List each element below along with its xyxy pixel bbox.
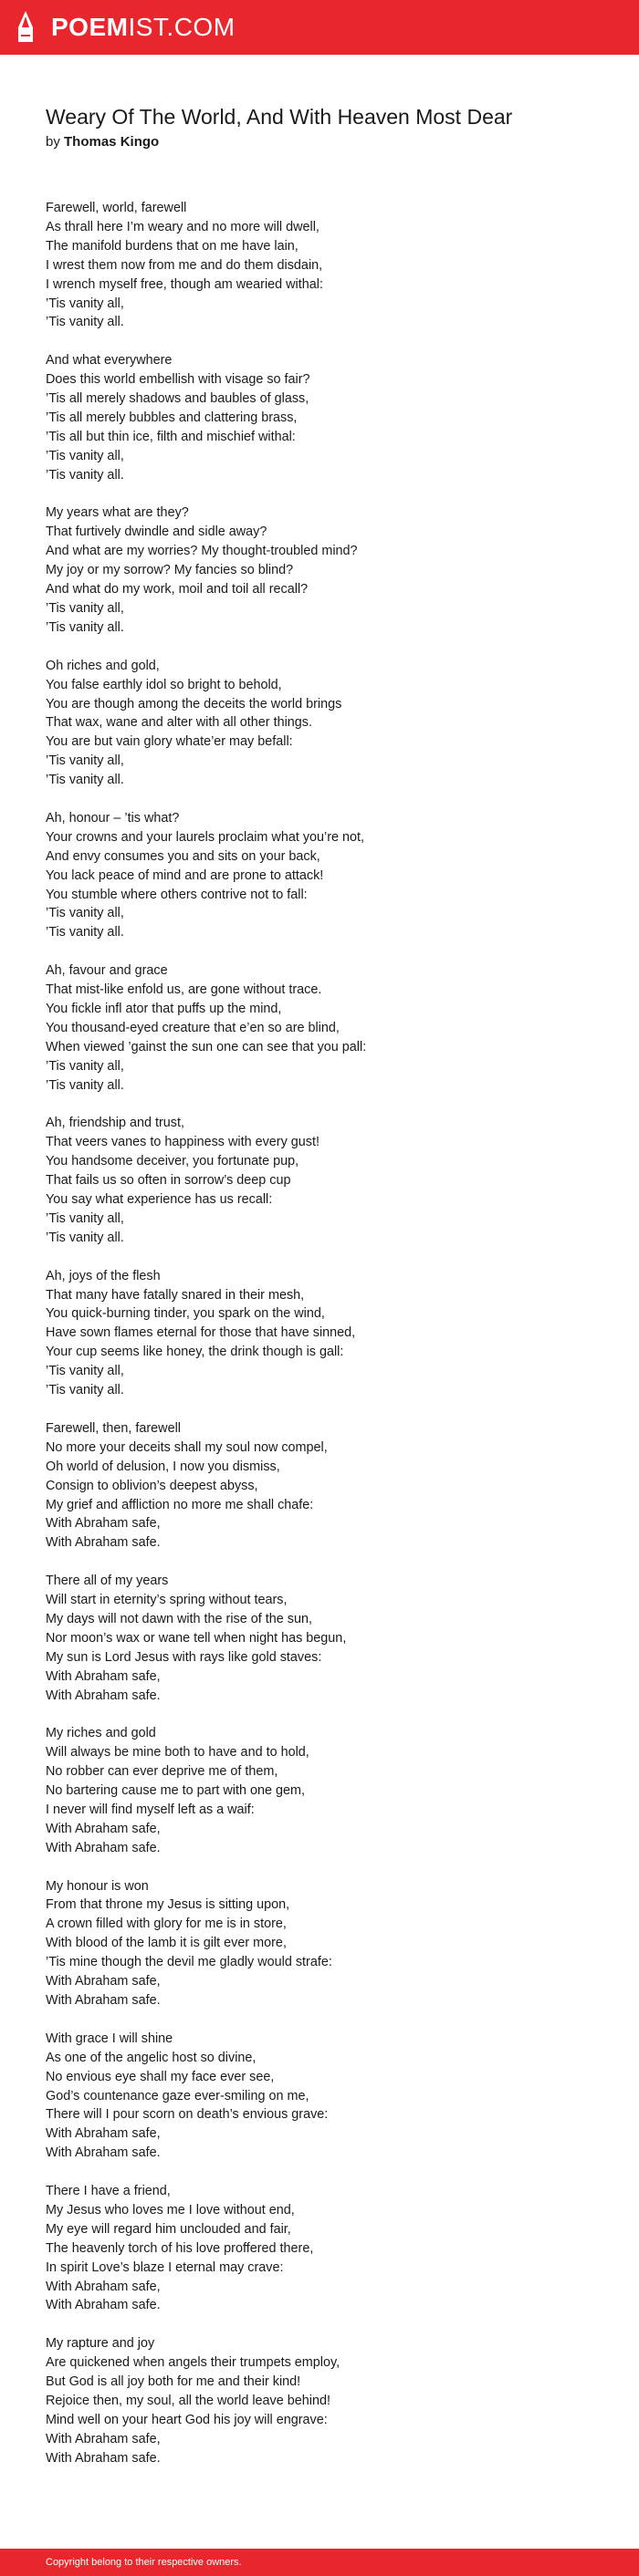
pen-nib-icon[interactable] xyxy=(18,11,33,42)
poem-line: Ah, honour – ’tis what? xyxy=(46,810,180,826)
poem-line: With Abraham safe, xyxy=(46,1668,161,1684)
poem-line: ’Tis vanity all. xyxy=(46,467,124,483)
poem-line: With Abraham safe, xyxy=(46,2431,161,2446)
poem-stanza xyxy=(46,2334,612,2467)
poem-line: Ah, joys of the flesh xyxy=(46,1268,161,1283)
poem-line: No envious eye shall my face ever see, xyxy=(46,2069,275,2084)
poem-stanza xyxy=(46,199,612,332)
poem-line: You quick-burning tinder, you spark on the wind, xyxy=(46,1306,325,1322)
poem-stanza xyxy=(46,351,612,484)
poem-line: You are but vain glory whate’er may befall: xyxy=(46,734,293,750)
poem-line: Will always be mine both to have and to hold, xyxy=(46,1745,309,1761)
poem-line: ’Tis vanity all. xyxy=(46,773,124,788)
poem-line: Nor moon’s wax or wane tell when night has begun, xyxy=(46,1630,347,1646)
poem-stanza xyxy=(46,504,612,637)
poem-line: With blood of the lamb it is gilt ever more, xyxy=(46,1936,287,1951)
site-header xyxy=(0,0,639,55)
poem-line: There all of my years xyxy=(46,1574,169,1589)
author-name[interactable]: Thomas Kingo xyxy=(64,134,160,150)
poem-line: ’Tis vanity all. xyxy=(46,1077,124,1093)
poem-line: As one of the angelic host so divine, xyxy=(46,2050,257,2065)
poem-line: ’Tis all but thin ice, filth and mischief withal: xyxy=(46,429,296,444)
poem-line: That wax, wane and alter with all other things. xyxy=(46,715,312,731)
poem-line: The manifold burdens that on me have lain, xyxy=(46,238,299,254)
poem-line: That veers vanes to happiness with every gust! xyxy=(46,1135,320,1150)
poem-line: Have sown flames eternal for those that have sinned, xyxy=(46,1325,356,1341)
poem-line: Ah, friendship and trust, xyxy=(46,1116,184,1131)
poem-line: A crown filled with glory for me is in store, xyxy=(46,1916,287,1932)
poem-line: Oh riches and gold, xyxy=(46,658,160,673)
poem-line: ’Tis mine though the devil me gladly would strafe: xyxy=(46,1955,332,1970)
poem-line: My grief and affliction no more me shall chafe: xyxy=(46,1497,314,1512)
poem-line: ’Tis vanity all, xyxy=(46,448,124,463)
poem-line: In spirit Love’s blaze I eternal may crave: xyxy=(46,2259,284,2275)
poem-line: The heavenly torch of his love proffered there, xyxy=(46,2240,314,2256)
poem-line: And what do my work, moil and toil all recall? xyxy=(46,582,309,597)
site-footer xyxy=(0,2549,639,2576)
poem-line: ’Tis vanity all, xyxy=(46,906,124,921)
poem-line: ’Tis vanity all. xyxy=(46,1383,124,1398)
poem-line: Ah, favour and grace xyxy=(46,963,168,979)
poem-line: No robber can ever deprive me of them, xyxy=(46,1764,278,1780)
poem-line: And what are my worries? My thought-troubled mind? xyxy=(46,544,358,559)
poem-line: As thrall here I’m weary and no more will dwell, xyxy=(46,219,320,234)
poem-line: Farewell, then, farewell xyxy=(46,1420,181,1436)
poem-line: Are quickened when angels their trumpets employ, xyxy=(46,2355,340,2371)
poem-line: With Abraham safe. xyxy=(46,1535,161,1551)
poem-line: That fails us so often in sorrow’s deep cup xyxy=(46,1173,291,1189)
poem-line: With Abraham safe. xyxy=(46,1840,161,1855)
poem-line: Will start in eternity’s spring without tears, xyxy=(46,1593,288,1608)
poem-line: You lack peace of mind and are prone to attack! xyxy=(46,867,324,883)
poem-line: My Jesus who loves me I love without end, xyxy=(46,2202,295,2218)
poem-line: ’Tis vanity all, xyxy=(46,296,124,311)
site-logo[interactable] xyxy=(51,14,236,41)
poem-line: ’Tis vanity all, xyxy=(46,1210,124,1226)
poem-line: But God is all joy both for me and their kind! xyxy=(46,2374,301,2390)
poem-line: No bartering cause me to part with one gem, xyxy=(46,1783,305,1799)
poem-stanza xyxy=(46,657,612,790)
poem-stanza xyxy=(46,1267,612,1400)
poem-line: Mind well on your heart God his joy will engrave: xyxy=(46,2412,328,2427)
poem-line: I wrest them now from me and do them disdain, xyxy=(46,257,323,273)
poem-line: You fickle infl ator that puffs up the mind, xyxy=(46,1001,282,1016)
logo-name-bold: POEM xyxy=(51,13,129,41)
poem-line: With Abraham safe, xyxy=(46,1821,161,1836)
poem-line: With Abraham safe. xyxy=(46,1993,161,2009)
logo-name-light: IST.COM xyxy=(128,13,236,41)
poem-line: ’Tis all merely bubbles and clattering brass, xyxy=(46,410,298,425)
poem-stanza xyxy=(46,1877,612,2010)
poem-line: You say what experience has us recall: xyxy=(46,1192,273,1208)
poem-stanza xyxy=(46,961,612,1095)
poem-line: My days will not dawn with the rise of the sun, xyxy=(46,1611,312,1626)
poem-line: You stumble where others contrive not to fall: xyxy=(46,887,308,902)
poem-line: ’Tis vanity all, xyxy=(46,1364,124,1379)
poem-line: With Abraham safe, xyxy=(46,2279,161,2294)
poem-line: ’Tis vanity all, xyxy=(46,601,124,616)
poem-line: You false earthly idol so bright to behold, xyxy=(46,677,282,692)
poem-line: ’Tis vanity all, xyxy=(46,753,124,769)
by-label: by xyxy=(46,134,60,150)
poem-stanza xyxy=(46,1114,612,1247)
poem-line: With Abraham safe, xyxy=(46,2126,161,2142)
poem-line: With Abraham safe, xyxy=(46,1516,161,1532)
poem-line: When viewed ’gainst the sun one can see that you pall: xyxy=(46,1039,367,1054)
poem-line: That many have fatally snared in their mesh, xyxy=(46,1287,305,1303)
poem-line: That mist-like enfold us, are gone without trace. xyxy=(46,982,322,998)
poem-stanza xyxy=(46,2182,612,2315)
poem-line: My sun is Lord Jesus with rays like gold staves: xyxy=(46,1649,322,1665)
poem-line: That furtively dwindle and sidle away? xyxy=(46,525,267,540)
poem-line: You thousand-eyed creature that e’en so are blind, xyxy=(46,1020,340,1035)
poem-stanza xyxy=(46,1724,612,1857)
poem-line: With Abraham safe. xyxy=(46,2450,161,2466)
poem-line: Oh world of delusion, I now you dismiss, xyxy=(46,1459,280,1474)
poem-line: ’Tis vanity all, xyxy=(46,1058,124,1074)
poem-line: ’Tis vanity all. xyxy=(46,1230,124,1245)
poem-line: Does this world embellish with visage so fair? xyxy=(46,372,310,388)
poem-line: My joy or my sorrow? My fancies so blind? xyxy=(46,563,294,578)
poem-line: With Abraham safe. xyxy=(46,2145,161,2161)
poem-line: Your crowns and your laurels proclaim what you’re not, xyxy=(46,829,365,845)
poem-line: There will I pour scorn on death’s envious grave: xyxy=(46,2107,329,2123)
poem-line: God’s countenance gaze ever-smiling on me, xyxy=(46,2088,309,2103)
poem-line: My rapture and joy xyxy=(46,2336,155,2352)
poem-line: ’Tis all merely shadows and baubles of glass, xyxy=(46,391,309,407)
poem-title: Weary Of The World, And With Heaven Most Dear xyxy=(46,105,513,129)
poem-line: With grace I will shine xyxy=(46,2031,173,2046)
poem-line: ’Tis vanity all. xyxy=(46,315,124,330)
poem-line: I never will find myself left as a waif: xyxy=(46,1802,255,1817)
poem-line: With Abraham safe, xyxy=(46,1974,161,1989)
poem-stanza xyxy=(46,809,612,942)
poem-line: And what everywhere xyxy=(46,353,173,369)
poem-line: ’Tis vanity all. xyxy=(46,925,124,940)
poem-line: ’Tis vanity all. xyxy=(46,619,124,635)
poem-line: There I have a friend, xyxy=(46,2184,171,2199)
poem-line: I wrench myself free, though am wearied withal: xyxy=(46,276,323,292)
poem-line: My years what are they? xyxy=(46,505,189,521)
poem-line: My honour is won xyxy=(46,1878,149,1894)
poem-byline xyxy=(46,134,159,151)
poem-line: You handsome deceiver, you fortunate pup, xyxy=(46,1154,299,1169)
poem-stanza xyxy=(46,1572,612,1705)
poem-stanza xyxy=(46,1419,612,1553)
poem-line: My eye will regard him unclouded and fair, xyxy=(46,2221,291,2237)
poem-line: With Abraham safe. xyxy=(46,2298,161,2313)
poem-stanza xyxy=(46,2030,612,2163)
poem-line: Consign to oblivion’s deepest abyss, xyxy=(46,1478,258,1493)
poem-line: Rejoice then, my soul, all the world leave behind! xyxy=(46,2394,330,2408)
copyright-text: Copyright belong to their respective owners. xyxy=(46,2557,242,2568)
poem-line: From that throne my Jesus is sitting upon, xyxy=(46,1897,290,1913)
poem-line: My riches and gold xyxy=(46,1726,156,1741)
poem-line: Your cup seems like honey, the drink though is gall: xyxy=(46,1345,344,1360)
poem-line: And envy consumes you and sits on your back, xyxy=(46,848,320,864)
poem-line: You are though among the deceits the world brings xyxy=(46,696,342,712)
poem-line: No more your deceits shall my soul now compel, xyxy=(46,1439,328,1455)
poem-line: Farewell, world, farewell xyxy=(46,201,187,215)
poem-body xyxy=(46,199,612,2488)
poem-line: With Abraham safe. xyxy=(46,1688,161,1703)
